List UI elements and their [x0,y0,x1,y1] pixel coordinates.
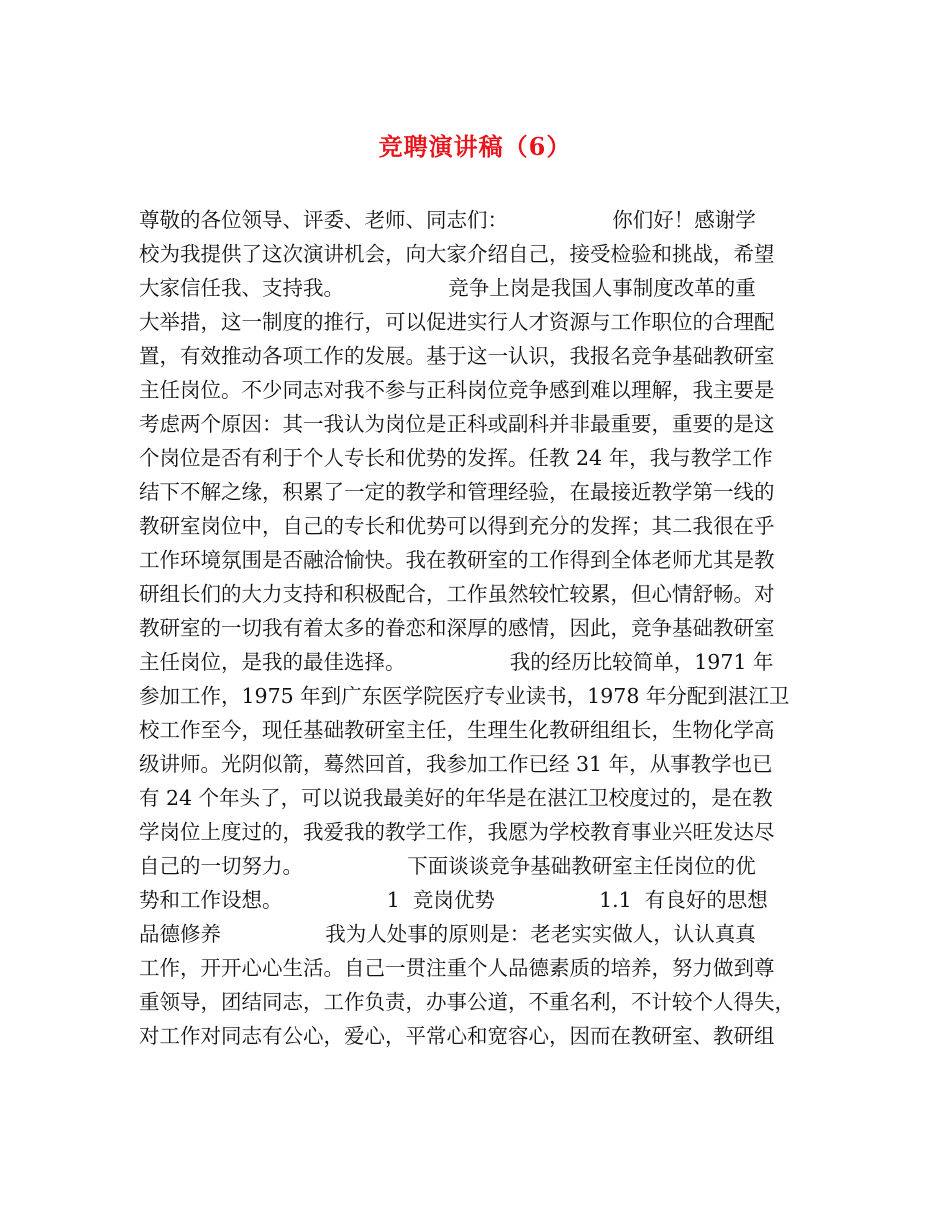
text-line: 结下不解之缘，积累了一定的教学和管理经验，在最接近教学第一线的 [139,480,775,504]
text-line: 教研室岗位中，自己的专长和优势可以得到充分的发挥；其二我很在乎 [139,514,775,538]
text-line: 势和工作设想。 1 竞岗优势 1.1 有良好的思想 [139,888,768,912]
text-line: 校工作至今，现任基础教研室主任，生理生化教研组组长，生物化学高 [139,718,775,742]
text-line: 主任岗位，是我的最佳选择。 我的经历比较简单，1971 年 [139,650,774,674]
text-line: 学岗位上度过的，我爱我的教学工作，我愿为学校教育事业兴旺发达尽 [139,820,775,844]
text-line: 品德修养 我为人处事的原则是：老老实实做人，认认真真 [139,922,756,946]
text-line: 研组长们的大力支持和积极配合，工作虽然较忙较累，但心情舒畅。对 [139,582,775,606]
text-line: 工作环境氛围是否融洽愉快。我在教研室的工作得到全体老师尤其是教 [139,548,775,572]
text-line: 尊敬的各位领导、评委、老师、同志们： 你们好！感谢学 [139,208,756,232]
text-line: 参加工作，1975 年到广东医学院医疗专业读书，1978 年分配到湛江卫 [139,684,790,708]
text-line: 级讲师。光阴似箭，蓦然回首，我参加工作已经 31 年，从事教学也已 [139,752,773,776]
text-line: 校为我提供了这次演讲机会，向大家介绍自己，接受检验和挑战，希望 [139,242,775,266]
text-line: 工作，开开心心生活。自己一贯注重个人品德素质的培养，努力做到尊 [139,956,775,980]
text-line: 重领导，团结同志，工作负责，办事公道，不重名利，不计较个人得失， [139,990,795,1014]
text-line: 置，有效推动各项工作的发展。基于这一认识，我报名竞争基础教研室 [139,344,775,368]
text-line: 主任岗位。不少同志对我不参与正科岗位竞争感到难以理解，我主要是 [139,378,775,402]
document-title: 竞聘演讲稿（6） [378,132,572,161]
text-line: 考虑两个原因：其一我认为岗位是正科或副科并非最重要，重要的是这 [139,412,775,436]
document-body [139,203,829,1053]
text-line: 自己的一切努力。 下面谈谈竞争基础教研室主任岗位的优 [139,854,756,878]
text-line: 对工作对同志有公心，爱心，平常心和宽容心，因而在教研室、教研组 [139,1024,775,1048]
text-line: 大举措，这一制度的推行，可以促进实行人才资源与工作职位的合理配 [139,310,775,334]
text-line: 教研室的一切我有着太多的眷恋和深厚的感情，因此，竞争基础教研室 [139,616,775,640]
text-line: 个岗位是否有利于个人专长和优势的发挥。任教 24 年，我与教学工作 [139,446,773,470]
text-line: 有 24 个年头了，可以说我最美好的年华是在湛江卫校度过的，是在教 [139,786,773,810]
text-line: 大家信任我、支持我。 竞争上岗是我国人事制度改革的重 [139,276,756,300]
